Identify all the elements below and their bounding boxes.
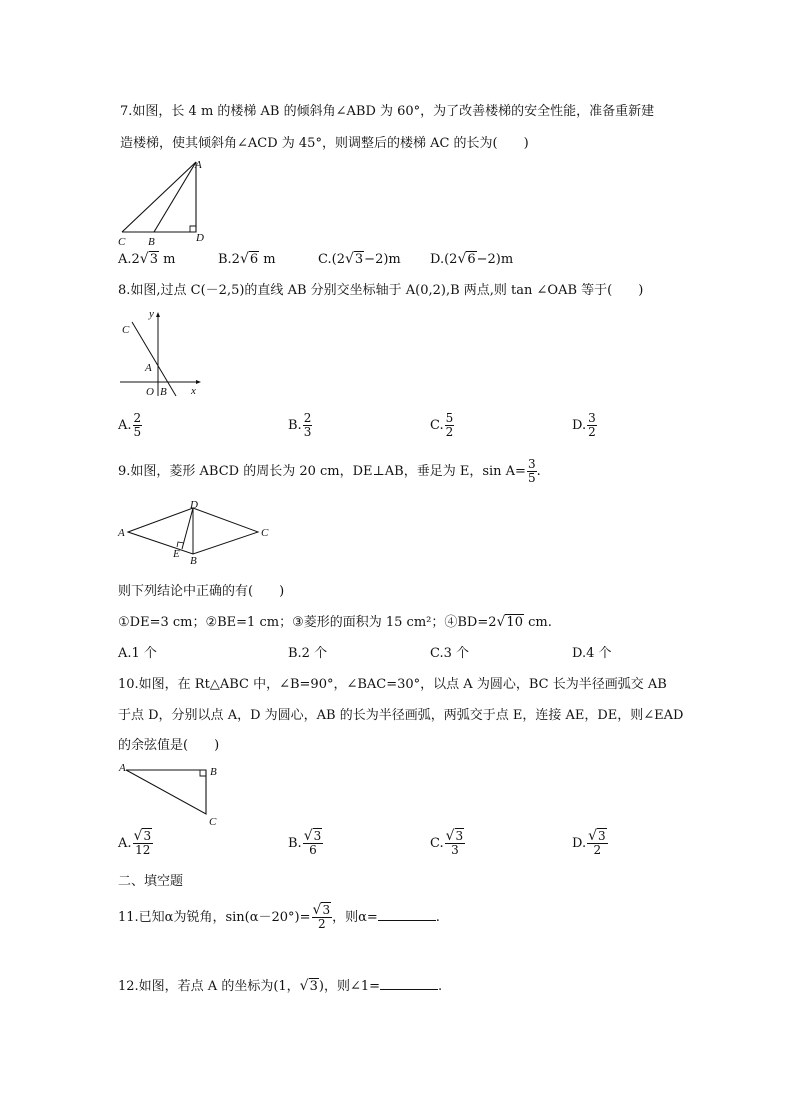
q10-label-b: B (210, 766, 217, 778)
q9-label-b: B (190, 555, 197, 567)
q7-option-b: B.2√6 m (218, 251, 276, 267)
q7-label-c: C (118, 236, 126, 248)
q8-option-b: B. $\frac{2}{3}$ (288, 411, 312, 439)
q8-label-c: C (122, 324, 130, 336)
q7-option-c: C.(2√3−2)m (318, 251, 401, 267)
q8-label-x: x (191, 385, 196, 397)
q7-line1: 7.如图，长 4 m 的楼梯 AB 的倾斜角∠ABD 为 60°，为了改善楼梯的安全性能，准备重新建 (120, 104, 655, 119)
q10-figure (118, 762, 218, 822)
q10-option-c: C. $\frac{√3}{3}$ (430, 828, 464, 857)
q9-label-a: A (118, 527, 125, 539)
q9-option-b: B.2 个 (288, 646, 328, 661)
q9-label-d: D (190, 499, 198, 511)
q11-answer-blank[interactable] (378, 908, 436, 921)
q12-text: 12.如图，若点 A 的坐标为(1，√3)，则∠1= . (118, 978, 443, 994)
q8-label-a: A (145, 362, 152, 374)
q9-line1: 9.如图，菱形 ABCD 的周长为 20 cm，DE⊥AB，垂足为 E，sin A= $\frac{3}{5}$ . (118, 457, 541, 485)
q7-option-a: A.2√3 m (118, 251, 176, 267)
q9-option-c: C.3 个 (430, 646, 470, 661)
q11-text: 11.已知α为锐角，sin(α－20°)= $\frac{√3}{2}$ ，则α= . (118, 902, 440, 931)
section-title-fill-blank: 二、填空题 (118, 874, 184, 889)
q9-line2: 则下列结论中正确的有( ) (118, 584, 285, 599)
q7-label-a: A (195, 159, 202, 171)
q10-label-c: C (209, 816, 217, 828)
q9-option-a: A.1 个 (118, 646, 157, 661)
q12-answer-blank[interactable] (380, 977, 438, 990)
q10-label-a: A (119, 762, 126, 774)
q8-line1: 8.如图,过点 C(－2,5)的直线 AB 分别交坐标轴于 A(0,2),B 两点,则 tan ∠OAB 等于( ) (118, 283, 644, 298)
q8-option-d: D. $\frac{3}{2}$ (572, 411, 596, 439)
q9-label-c: C (261, 527, 269, 539)
q10-option-d: D. $\frac{√3}{2}$ (572, 828, 606, 857)
q10-option-b: B. $\frac{√3}{6}$ (288, 828, 322, 857)
q10-line2: 于点 D，分别以点 A，D 为圆心，AB 的长为半径画弧，两弧交于点 E，连接 AE，DE，则∠EAD (118, 708, 684, 723)
q7-line2: 造楼梯，使其倾斜角∠ACD 为 45°，则调整后的楼梯 AC 的长为( ) (120, 136, 529, 151)
q10-line3: 的余弦值是( ) (118, 738, 220, 753)
q9-line3: ①DE=3 cm；②BE=1 cm；③菱形的面积为 15 cm²；④BD=2√10 cm. (118, 614, 552, 630)
q8-label-y: y (149, 308, 154, 320)
q7-label-b: B (148, 236, 155, 248)
q7-label-d: D (196, 232, 204, 244)
q10-line1: 10.如图，在 Rt△ABC 中，∠B=90°，∠BAC=30°，以点 A 为圆心，BC 长为半径画弧交 AB (118, 677, 667, 692)
q9-option-d: D.4 个 (572, 646, 612, 661)
q7-option-d: D.(2√6−2)m (430, 251, 514, 267)
q10-option-a: A. $\frac{√3}{12}$ (118, 828, 152, 857)
q9-label-e: E (173, 548, 180, 560)
q8-label-o: O (146, 386, 154, 398)
q8-option-a: A. $\frac{2}{5}$ (118, 411, 142, 439)
q8-option-c: C. $\frac{5}{2}$ (430, 411, 454, 439)
q8-label-b: B (160, 386, 167, 398)
